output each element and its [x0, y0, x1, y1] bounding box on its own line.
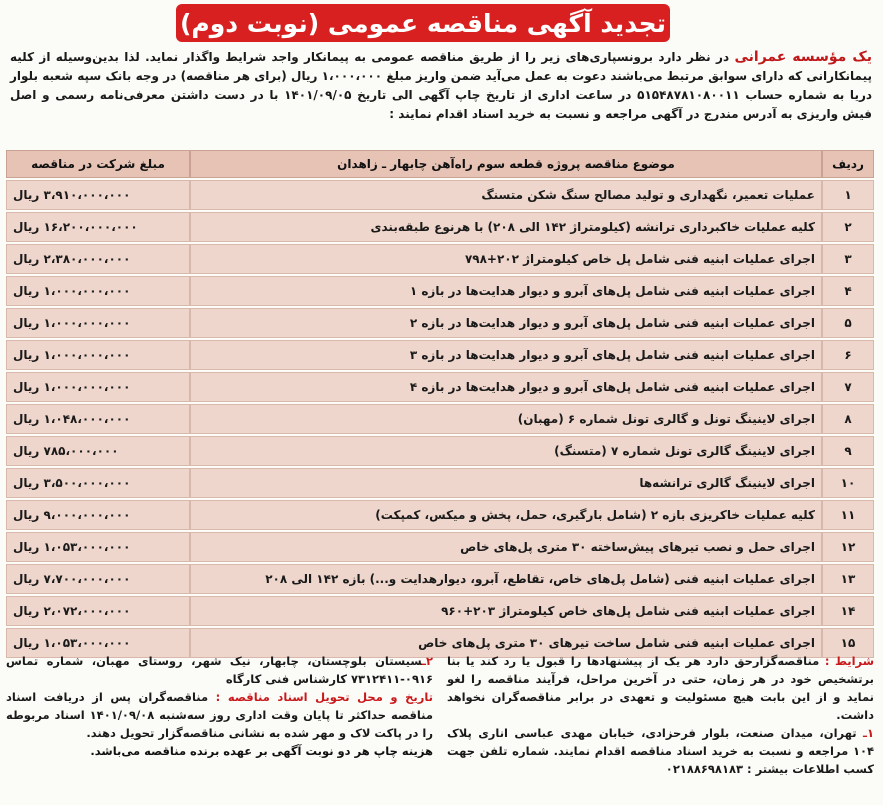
delivery-block [6, 652, 433, 802]
row-index: ۷ [822, 372, 874, 402]
address-1-number: ۱ـ [863, 726, 874, 740]
deadline-text: مناقصه‌گران پس از دریافت اسناد مناقصه حداکثر تا پایان وقت اداری روز سه‌شنبه ۱۴۰۱/۰۹/۰۸ اسناد مربوطه را در پاکت لاک و مهر شده به نشانی مناقصه‌گزار تحویل دهند. [6, 690, 433, 740]
row-subject: اجرای لاینینگ گالری ترانشه‌ها [190, 468, 822, 498]
table-row [6, 596, 874, 626]
row-subject: عملیات تعمیر، نگهداری و تولید مصالح سنگ شکن متسنگ [190, 180, 822, 210]
intro-text: در نظر دارد برونسپاری‌های زیر را از طریق مناقصه عمومی به پیمانکار واجد شرایط واگذار نماید. لذا بدین‌وسیله از کلیه پیمانکارانی که دارای سوابق مرتبط می‌باشند دعوت به عمل می‌آید ضمن واریز مبلغ ۱،۰۰۰،۰۰۰ ریال (برای هر مناقصه) در وجه بانک سپه شعبه بلوار دریا به شماره حساب ۵۱۵۴۸۷۸۱۰۸۰۰۱۱ در ساعت اداری از تاریخ چاپ آگهی الی تاریخ ۱۴۰۱/۰۹/۰۵ با در دست داشتن معرفی‌نامه رسمی و اصل فیش واریزی به آدرس مندرج در آگهی مراجعه و نسبت به خرید اسناد اقدام نمایند : [10, 50, 873, 121]
row-amount: ۱،۰۰۰،۰۰۰،۰۰۰ ریال [6, 372, 190, 402]
row-amount: ۳،۹۱۰،۰۰۰،۰۰۰ ریال [6, 180, 190, 210]
row-amount: ۲،۳۸۰،۰۰۰،۰۰۰ ریال [6, 244, 190, 274]
conditions-title: شرایط : [824, 654, 875, 668]
row-amount: ۱،۰۰۰،۰۰۰،۰۰۰ ریال [6, 276, 190, 306]
row-index: ۱ [822, 180, 874, 210]
row-subject: اجرای عملیات ابنیه فنی شامل پل‌های آبرو و دیوار هدایت‌ها در بازه ۲ [190, 308, 822, 338]
row-index: ۶ [822, 340, 874, 370]
row-amount: ۷،۷۰۰،۰۰۰،۰۰۰ ریال [6, 564, 190, 594]
conditions-text: مناقصه‌گزارحق دارد هر یک از پیشنهادها را قبول یا رد کند یا بنا برتشخیص خود در هر زمان، حتی در آخرین مراحل، فرآیند مناقصه را لغو نماید و از این بابت هیچ مسئولیت و تعهدی در برابر مناقصه‌گران نخواهد داشت. [447, 654, 874, 722]
row-amount: ۱،۰۰۰،۰۰۰،۰۰۰ ریال [6, 340, 190, 370]
row-subject: اجرای عملیات ابنیه فنی شامل پل‌های خاص کیلومتراژ ۲۰۳+۹۶۰ [190, 596, 822, 626]
row-subject: کلیه عملیات خاکبرداری ترانشه (کیلومتراژ ۱۴۲ الی ۲۰۸) با هرنوع طبقه‌بندی [190, 212, 822, 242]
table-row [6, 468, 874, 498]
row-amount: ۱،۰۵۳،۰۰۰،۰۰۰ ریال [6, 628, 190, 658]
address-2-number: ۲ـ [422, 654, 433, 668]
table-row [6, 308, 874, 338]
row-subject: اجرای حمل و نصب تیرهای پیش‌ساخته ۳۰ متری پل‌های خاص [190, 532, 822, 562]
address-2-text: سیستان بلوچستان، چابهار، نیک شهر، روستای مهبان، شماره تماس ۰۹۱۶-۷۳۱۲۴۱۱ کارشناس فنی کارگاه [6, 654, 433, 686]
table-row [6, 244, 874, 274]
intro-paragraph [10, 48, 872, 124]
table-row [6, 212, 874, 242]
row-index: ۱۰ [822, 468, 874, 498]
row-index: ۴ [822, 276, 874, 306]
row-index: ۵ [822, 308, 874, 338]
row-amount: ۳،۵۰۰،۰۰۰،۰۰۰ ریال [6, 468, 190, 498]
table-row [6, 564, 874, 594]
row-amount: ۹،۰۰۰،۰۰۰،۰۰۰ ریال [6, 500, 190, 530]
row-index: ۳ [822, 244, 874, 274]
row-subject: اجرای عملیات ابنیه فنی شامل پل خاص کیلومتراژ ۲۰۲+۷۹۸ [190, 244, 822, 274]
page-title: تجدید آگهی مناقصه عمومی (نوبت دوم) [176, 4, 670, 42]
row-amount: ۱،۰۴۸،۰۰۰،۰۰۰ ریال [6, 404, 190, 434]
cost-note: هزینه چاپ هر دو نوبت آگهی بر عهده برنده مناقصه می‌باشد. [90, 744, 433, 758]
row-subject: اجرای عملیات ابنیه فنی شامل پل‌های آبرو و دیوار هدایت‌ها در بازه ۳ [190, 340, 822, 370]
deadline-title: تاریخ و محل تحویل اسناد مناقصه : [215, 690, 434, 704]
row-subject: اجرای عملیات ابنیه فنی شامل ساخت تیرهای ۳۰ متری پل‌های خاص [190, 628, 822, 658]
address-1-text: تهران، میدان صنعت، بلوار فرحزادی، خیابان مهدی عباسی اناری پلاک ۱۰۴ مراجعه و نسبت به خرید اسناد مناقصه اقدام نمایند. شماره تلفن جهت کسب اطلاعات بیشتر : ۰۲۱۸۸۶۹۸۱۸۳ [447, 726, 874, 776]
row-amount: ۱،۰۰۰،۰۰۰،۰۰۰ ریال [6, 308, 190, 338]
table-row [6, 276, 874, 306]
header-index: ردیف [822, 150, 874, 178]
row-index: ۱۴ [822, 596, 874, 626]
table-row [6, 500, 874, 530]
row-index: ۱۲ [822, 532, 874, 562]
row-subject: کلیه عملیات خاکریزی بازه ۲ (شامل بارگیری، حمل، پخش و میکس، کمپکت) [190, 500, 822, 530]
row-index: ۱۳ [822, 564, 874, 594]
header-subject: موضوع مناقصه پروژه قطعه سوم راه‌آهن چابهار ـ زاهدان [190, 150, 822, 178]
table-row [6, 532, 874, 562]
row-index: ۲ [822, 212, 874, 242]
row-subject: اجرای لاینینگ گالری تونل شماره ۷ (متسنگ) [190, 436, 822, 466]
table-row [6, 372, 874, 402]
row-subject: اجرای عملیات ابنیه فنی شامل پل‌های آبرو و دیوار هدایت‌ها در بازه ۴ [190, 372, 822, 402]
row-amount: ۱،۰۵۳،۰۰۰،۰۰۰ ریال [6, 532, 190, 562]
row-index: ۱۵ [822, 628, 874, 658]
row-subject: اجرای عملیات ابنیه فنی (شامل پل‌های خاص، تقاطع، آبرو، دیوارهدایت و...) بازه ۱۴۲ الی ۲۰۸ [190, 564, 822, 594]
table-row [6, 404, 874, 434]
tender-table [6, 148, 874, 660]
row-index: ۸ [822, 404, 874, 434]
table-row [6, 340, 874, 370]
organization-name: یک مؤسسه عمرانی [734, 49, 872, 65]
row-amount: ۲،۰۷۲،۰۰۰،۰۰۰ ریال [6, 596, 190, 626]
table-row [6, 436, 874, 466]
row-index: ۹ [822, 436, 874, 466]
row-subject: اجرای لاینینگ تونل و گالری تونل شماره ۶ (مهبان) [190, 404, 822, 434]
header-amount: مبلغ شرکت در مناقصه [6, 150, 190, 178]
row-index: ۱۱ [822, 500, 874, 530]
row-amount: ۱۶،۲۰۰،۰۰۰،۰۰۰ ریال [6, 212, 190, 242]
row-amount: ۷۸۵،۰۰۰،۰۰۰ ریال [6, 436, 190, 466]
table-row [6, 180, 874, 210]
row-subject: اجرای عملیات ابنیه فنی شامل پل‌های آبرو و دیوار هدایت‌ها در بازه ۱ [190, 276, 822, 306]
footer-section [6, 652, 874, 802]
conditions-block [447, 652, 874, 802]
